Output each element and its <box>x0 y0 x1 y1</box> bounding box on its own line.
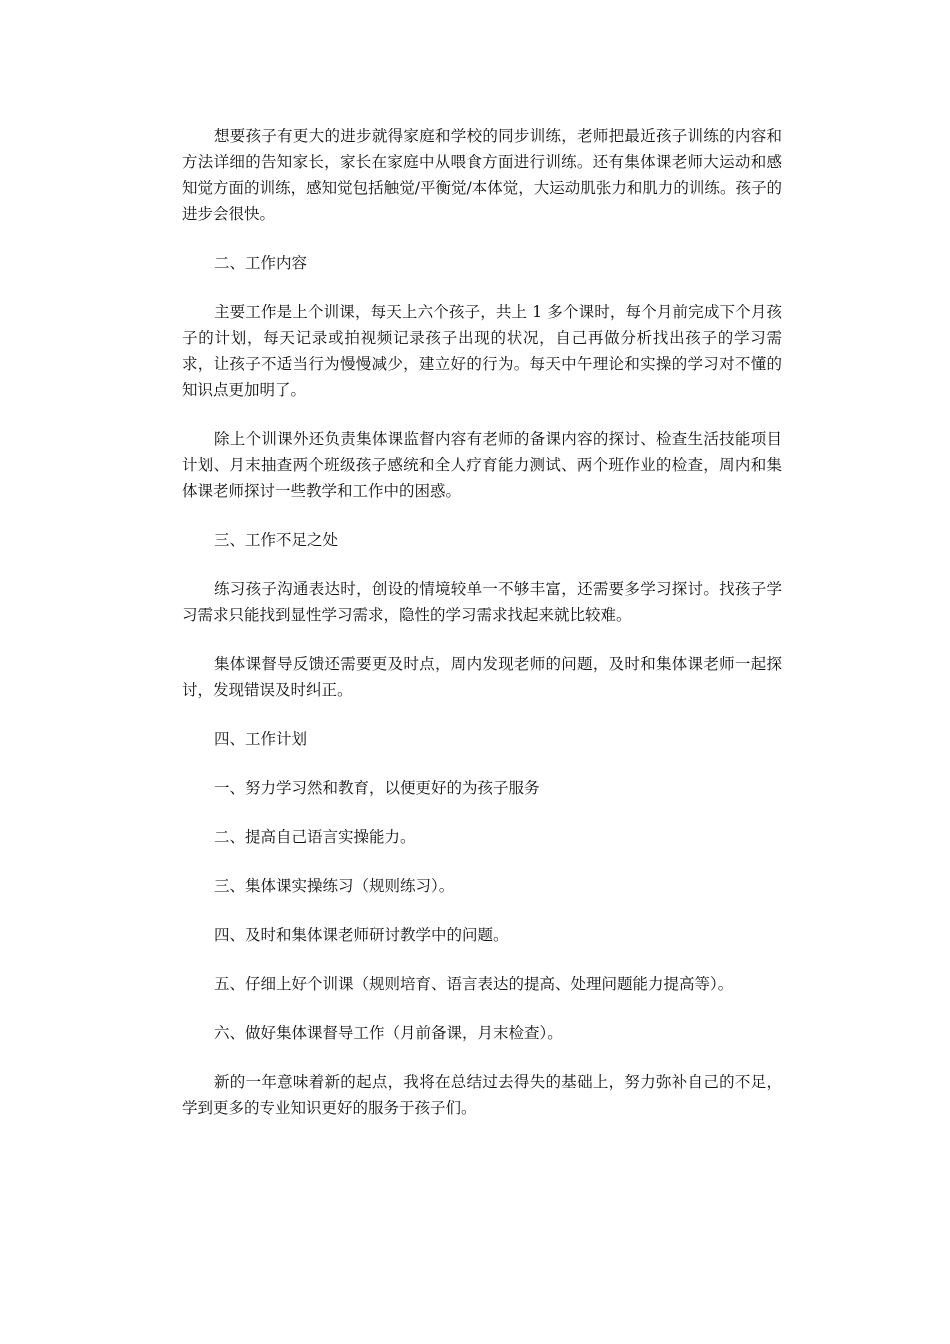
section-heading-work-plan: 四、工作计划 <box>214 730 308 748</box>
work-content-paragraph-1: 主要工作是上个训课，每天上六个孩子，共上 1 多个课时，每个月前完成下个月孩子的计划，每天记录或拍视频记录孩子出现的状况，自己再做分析找出孩子的学习需求，让孩子不适当行为慢慢减少，建立好的行为。每天中午理论和实操的学习对不懂的知识点更加明了。 <box>182 303 782 399</box>
shortcomings-paragraph-1: 练习孩子沟通表达时，创设的情境较单一不够丰富，还需要多学习探讨。找孩子学习需求只能找到显性学习需求，隐性的学习需求找起来就比较难。 <box>182 580 782 624</box>
section-heading-work-content: 二、工作内容 <box>214 254 308 272</box>
plan-item-5: 五、仔细上好个训课（规则培育、语言表达的提高、处理问题能力提高等）。 <box>214 975 734 993</box>
plan-item-1: 一、努力学习然和教育，以便更好的为孩子服务 <box>214 779 540 797</box>
document-page <box>182 123 782 1144</box>
work-content-paragraph-2: 除上个训课外还负责集体课监督内容有老师的备课内容的探讨、检查生活技能项目计划、月末抽查两个班级孩子感统和全人疗育能力测试、两个班作业的检查，周内和集体课老师探讨一些教学和工作中的困惑。 <box>182 430 782 500</box>
intro-paragraph: 想要孩子有更大的进步就得家庭和学校的同步训练，老师把最近孩子训练的内容和方法详细的告知家长，家长在家庭中从喂食方面进行训练。还有集体课老师大运动和感知觉方面的训练，感知觉包括触觉/平衡觉/本体觉，大运动肌张力和肌力的训练。孩子的进步会很快。 <box>182 127 782 223</box>
plan-item-3: 三、集体课实操练习（规则练习）。 <box>214 877 455 895</box>
shortcomings-paragraph-2: 集体课督导反馈还需要更及时点，周内发现老师的问题，及时和集体课老师一起探讨，发现错误及时纠正。 <box>182 655 782 699</box>
plan-item-2: 二、提高自己语言实操能力。 <box>214 828 416 846</box>
section-heading-shortcomings: 三、工作不足之处 <box>214 531 339 549</box>
closing-paragraph: 新的一年意味着新的起点，我将在总结过去得失的基础上，努力弥补自己的不足，学到更多的专业知识更好的服务于孩子们。 <box>182 1073 782 1117</box>
plan-item-4: 四、及时和集体课老师研讨教学中的问题。 <box>214 926 509 944</box>
plan-item-6: 六、做好集体课督导工作（月前备课，月末检查）。 <box>214 1024 563 1042</box>
